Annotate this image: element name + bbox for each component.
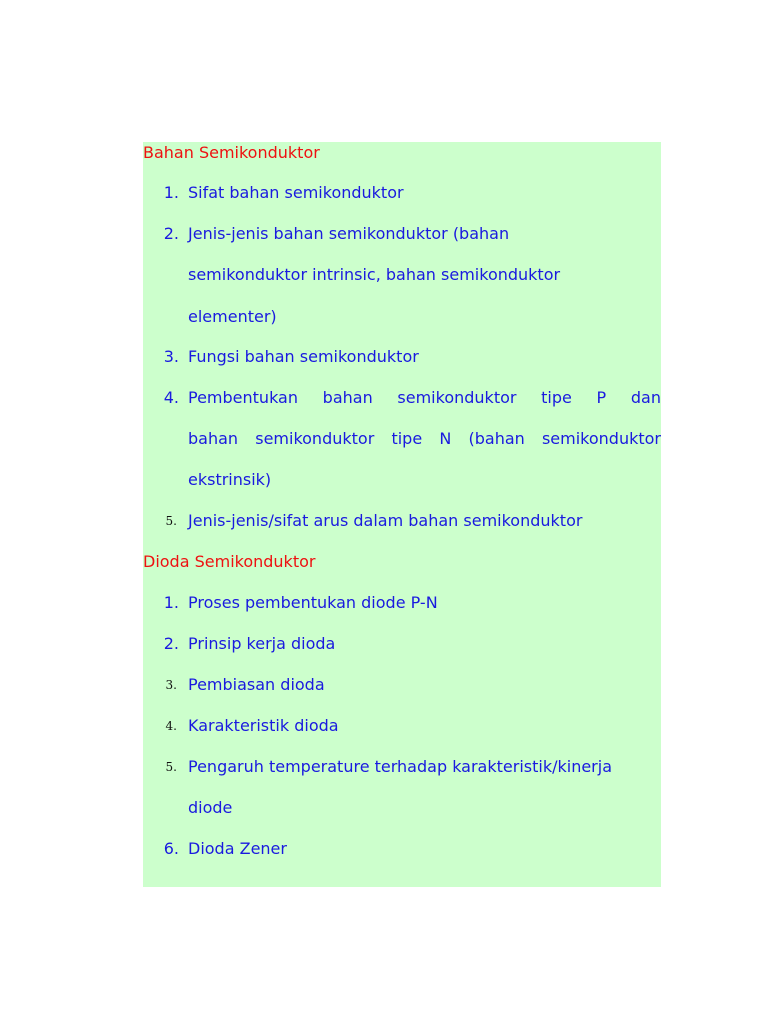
list-item-text: elementer) [188,307,277,326]
list-item-text: semikonduktor intrinsic, bahan semikonduktor [188,265,561,284]
section-title-dioda-semikonduktor: Dioda Semikonduktor [143,552,316,571]
list-item-text: Karakteristik dioda [188,716,339,735]
list-item-text: Fungsi bahan semikonduktor [188,347,419,366]
list-number: 1. [163,183,179,202]
list-item-text: Prinsip kerja dioda [188,634,336,653]
list-number: 3. [165,678,177,692]
list-item-text: diode [188,798,233,817]
list-number: 5. [165,514,177,528]
list-number: 4. [165,719,177,733]
list-number: 2. [163,224,179,243]
list-number: 2. [163,634,179,653]
list-item-text: Proses pembentukan diode P-N [188,593,438,612]
list-number: 6. [163,839,179,858]
list-item-text: Pembiasan dioda [188,675,325,694]
list-item-text: Sifat bahan semikonduktor [188,183,404,202]
list-item-text: bahan semikonduktor tipe N (bahan semikonduktor [188,429,661,448]
section-title-bahan-semikonduktor: Bahan Semikonduktor [143,143,320,162]
list-item-text: Jenis-jenis bahan semikonduktor (bahan [188,224,510,243]
list-item-text: ekstrinsik) [188,470,272,489]
list-number: 3. [163,347,179,366]
list-item-text: Pembentukan bahan semikonduktor tipe P dan [188,388,661,407]
list-number: 4. [163,388,179,407]
list-item-text: Pengaruh temperature terhadap karakteristik/kinerja [188,757,612,776]
list-item-text: Dioda Zener [188,839,287,858]
list-number: 1. [163,593,179,612]
list-item-text: Jenis-jenis/sifat arus dalam bahan semikonduktor [188,511,583,530]
list-number: 5. [165,760,177,774]
